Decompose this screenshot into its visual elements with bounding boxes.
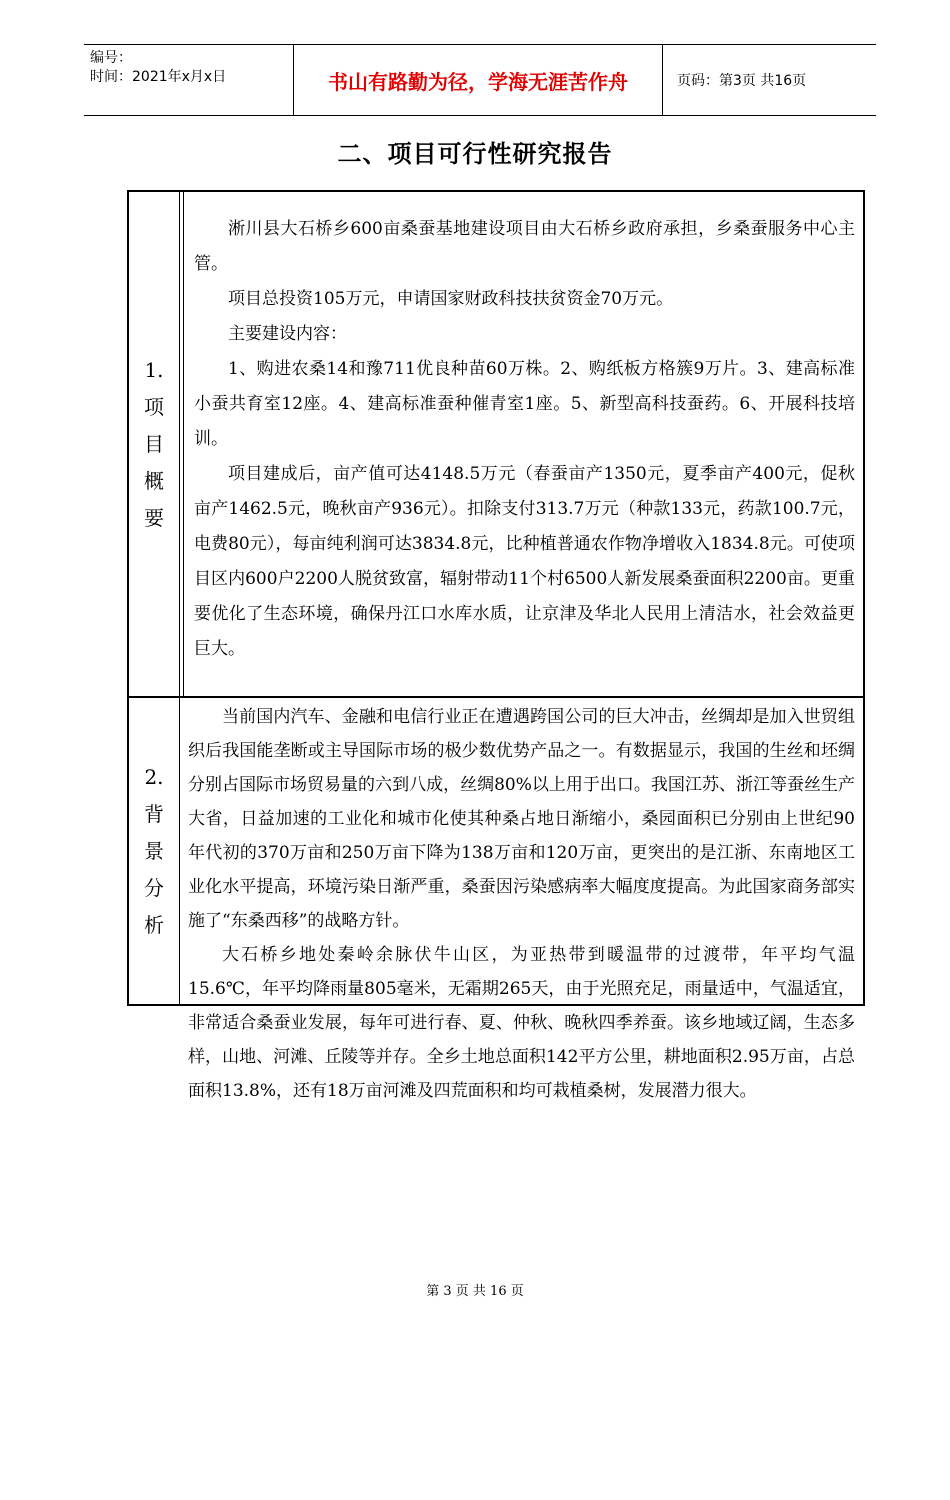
section-label-char: 析	[144, 912, 164, 937]
section-number: 1.	[144, 357, 164, 382]
report-table	[127, 190, 865, 1500]
page-title: 二、项目可行性研究报告	[337, 140, 613, 168]
paragraph: 当前国内汽车、金融和电信行业正在遭遇跨国公司的巨大冲击，丝绸却是加入世贸组织后我国能垄断或主导国际市场的极少数优势产品之一。有数据显示，我国的生丝和坯绸分别占国际市场贸易量的六到八成，丝绸80%以上用于出口。我国江苏、浙江等蚕丝生产大省，日益加速的工业化和城市化使其种桑占地日渐缩小，桑园面积已分别由上世纪90年代初的370万亩和250万亩下降为138万亩和120万亩，更突出的是江浙、东南地区工业化水平提高，环境污染日渐严重，桑蚕因污染感病率大幅度度提高。为此国家商务部实施了“东桑西移”的战略方针。	[188, 707, 855, 931]
section-label-char: 景	[144, 838, 164, 863]
header-page-info: 页码：第3页 共16页	[677, 73, 807, 89]
paragraph: 1、购进农桑14和豫711优良种苗60万株。2、购纸板方格簇9万片。3、建高标准小蚕共育室12座。4、建高标准蚕种催青室1座。5、新型高科技蚕药。6、开展科技培训。	[194, 359, 855, 449]
header-meta	[84, 45, 294, 115]
section-content-background	[180, 698, 863, 1101]
page-footer: 第 3 页 共 16 页	[426, 1284, 524, 1299]
page-header	[84, 44, 876, 116]
section-number: 2.	[144, 764, 164, 789]
paragraph: 项目总投资105万元，申请国家财政科技扶贫资金70万元。	[228, 289, 674, 309]
paragraph: 淅川县大石桥乡600亩桑蚕基地建设项目由大石桥乡政府承担，乡桑蚕服务中心主管。	[194, 219, 855, 274]
section-row-overview	[127, 190, 865, 698]
header-motto: 书山有路勤为径，学海无涯苦作舟	[294, 45, 663, 115]
section-label-char: 要	[144, 505, 164, 530]
section-label-char: 分	[144, 875, 164, 900]
section-label-background	[129, 698, 180, 1004]
section-label-char: 背	[144, 801, 164, 826]
paragraph: 项目建成后，亩产值可达4148.5万元（春蚕亩产1350元，夏季亩产400元，促秋亩产1462.5元，晚秋亩产936元）。扣除支付313.7万元（种款133元，药款100.7元，电费80元），每亩纯利润可达3834.8元，比种植普通农作物净增收入1834.8元。可使项目区内600户2200人脱贫致富，辐射带动11个村6500人新发展桑蚕面积2200亩。更重要优化了生态环境，确保丹江口水库水质，让京津及华北人民用上清洁水，社会效益更巨大。	[194, 464, 855, 659]
section-label-char: 目	[144, 431, 164, 456]
paragraph: 主要建设内容：	[228, 324, 347, 344]
section-row-background	[127, 696, 865, 1101]
section-label-overview	[129, 192, 180, 696]
document-time-label: 时间：2021年x月x日	[90, 69, 227, 85]
section-content-overview	[180, 192, 863, 696]
section-label-char: 项	[144, 394, 164, 419]
section-label-char: 概	[144, 468, 164, 493]
paragraph: 大石桥乡地处秦岭余脉伏牛山区，为亚热带到暖温带的过渡带，年平均气温15.6℃，年平均降雨量805毫米，无霜期265天，由于光照充足，雨量适中，气温适宜，非常适合桑蚕业发展，每年可进行春、夏、仲秋、晚秋四季养蚕。该乡地域辽阔，生态多样，山地、河滩、丘陵等并存。全乡土地总面积142平方公里，耕地面积2.95万亩，占总面积13.8%，还有18万亩河滩及四荒面积和均可栽植桑树，发展潜力很大。	[188, 945, 855, 1101]
document-number-label: 编号：	[90, 50, 132, 66]
